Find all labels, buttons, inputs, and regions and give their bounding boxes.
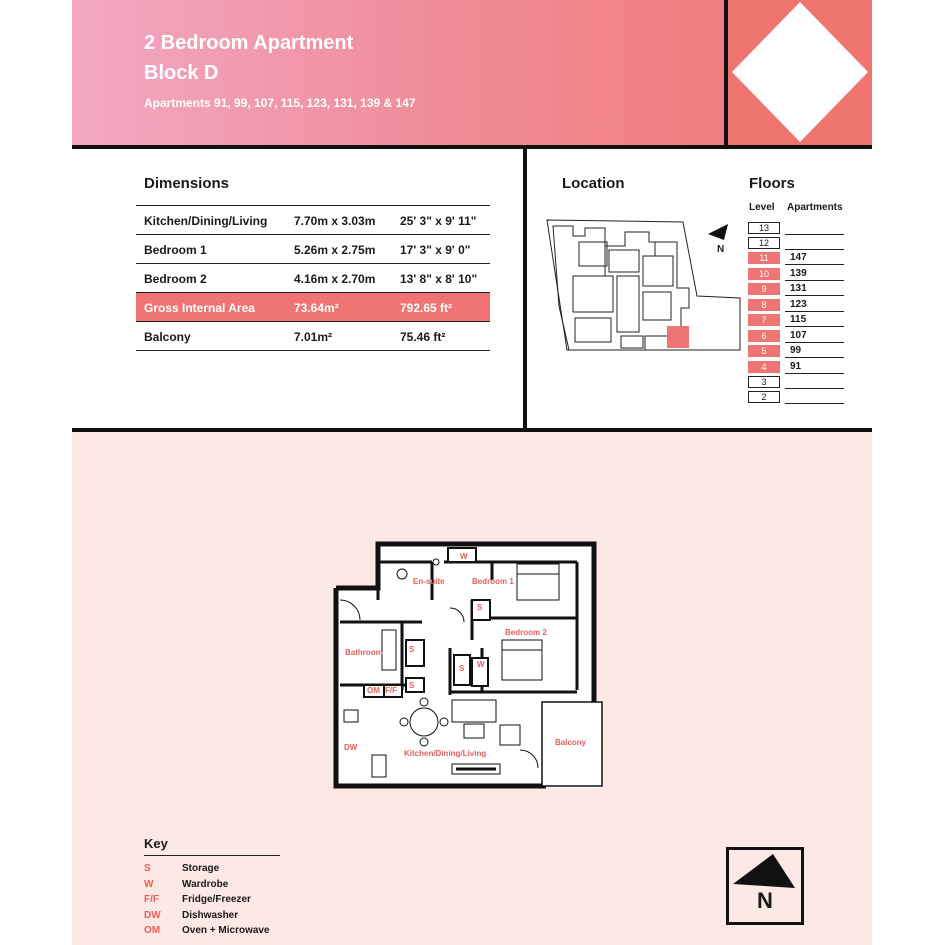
floor-level: 4	[748, 361, 780, 373]
floors-apartments-header: Apartments	[787, 202, 843, 213]
floor-level: 7	[748, 314, 780, 326]
table-row	[136, 264, 490, 293]
dishwasher-marker: DW	[344, 743, 358, 752]
imperial-size: 25' 3" x 9' 11"	[400, 214, 477, 228]
north-arrow-icon	[706, 222, 732, 242]
divider	[144, 855, 280, 856]
floor-row	[748, 236, 844, 251]
key-label: Wardrobe	[182, 879, 229, 890]
key-label: Dishwasher	[182, 910, 239, 921]
floor-level: 13	[748, 222, 780, 234]
floor-level: 12	[748, 237, 780, 249]
floor-level: 10	[748, 268, 780, 280]
wardrobe-marker: W	[477, 660, 485, 669]
floor-apartment: 123	[790, 299, 807, 310]
floor-level: 3	[748, 376, 780, 388]
key-code: DW	[144, 910, 161, 921]
key-code: W	[144, 879, 154, 890]
location-title: Location	[562, 175, 625, 192]
metric-size: 7.01m²	[294, 330, 333, 344]
room-label-kitchen: Kitchen/Dining/Living	[404, 749, 487, 758]
floor-row	[748, 329, 844, 344]
floor-row	[748, 360, 844, 375]
room-name: Bedroom 1	[144, 243, 207, 257]
logo	[728, 0, 872, 146]
key-label: Storage	[182, 863, 220, 874]
imperial-size: 75.46 ft²	[400, 330, 446, 344]
metric-size: 73.64m²	[294, 301, 339, 315]
dimensions-title: Dimensions	[144, 175, 230, 192]
floor-apartment: 139	[790, 268, 807, 279]
metric-size: 7.70m x 3.03m	[294, 214, 376, 228]
storage-marker: S	[409, 681, 415, 690]
room-name: Gross Internal Area	[144, 301, 255, 315]
floor-level: 11	[748, 252, 780, 264]
room-label-balcony: Balcony	[555, 738, 587, 747]
room-label-bedroom2: Bedroom 2	[505, 628, 547, 637]
room-name: Kitchen/Dining/Living	[144, 214, 268, 228]
key-title: Key	[144, 836, 168, 851]
metric-size: 4.16m x 2.70m	[294, 272, 376, 286]
floor-level: 2	[748, 391, 780, 403]
north-arrow-icon	[729, 850, 801, 890]
table-row	[136, 235, 490, 264]
storage-marker: S	[409, 645, 415, 654]
floor-row	[748, 221, 844, 236]
gross-area-row	[136, 293, 490, 322]
oven-microwave-marker: OM	[367, 686, 380, 695]
floor-row	[748, 282, 844, 297]
table-row	[136, 205, 490, 235]
key-code: S	[144, 863, 151, 874]
key-code: OM	[144, 925, 161, 936]
room-label-bedroom1: Bedroom 1	[472, 577, 514, 586]
floor-apartment: 91	[790, 361, 802, 372]
floors-title: Floors	[749, 175, 795, 192]
key-label: Oven + Microwave	[182, 925, 270, 936]
floor-level: 9	[748, 283, 780, 295]
imperial-size: 17' 3" x 9' 0"	[400, 243, 471, 257]
floor-level: 5	[748, 345, 780, 357]
north-label: N	[757, 888, 773, 913]
storage-marker: S	[459, 664, 465, 673]
room-label-bathroom: Bathroom	[345, 648, 383, 657]
block-title: Block D	[144, 62, 219, 84]
floor-row	[748, 390, 844, 405]
diamond-logo-icon	[728, 0, 872, 146]
floor-apartment: 131	[790, 283, 807, 294]
apartments-subtitle: Apartments 91, 99, 107, 115, 123, 131, 139 & 147	[144, 96, 416, 110]
wardrobe-marker: W	[460, 552, 468, 561]
key-code: F/F	[144, 894, 159, 905]
room-label-ensuite: En-suite	[413, 577, 445, 586]
floors-level-header: Level	[749, 202, 775, 213]
floor-row	[748, 267, 844, 282]
floor-row	[748, 375, 844, 390]
floor-row	[748, 298, 844, 313]
table-row	[136, 322, 490, 351]
dimensions-table	[136, 205, 490, 351]
divider	[523, 149, 527, 431]
floor-row	[748, 313, 844, 328]
header-banner	[72, 0, 724, 146]
metric-size: 5.26m x 2.75m	[294, 243, 376, 257]
floor-level: 8	[748, 299, 780, 311]
divider	[72, 145, 872, 149]
key-label: Fridge/Freezer	[182, 894, 251, 905]
floor-apartment: 147	[790, 252, 807, 263]
location-north-label: N	[717, 244, 725, 255]
page-title: 2 Bedroom Apartment	[144, 32, 354, 54]
imperial-size: 13' 8" x 8' 10"	[400, 272, 478, 286]
floor-level: 6	[748, 330, 780, 342]
floor-row	[748, 251, 844, 266]
north-indicator	[726, 847, 804, 925]
imperial-size: 792.65 ft²	[400, 301, 453, 315]
fridge-freezer-marker: F/F	[385, 686, 397, 695]
floor-row	[748, 344, 844, 359]
room-name: Balcony	[144, 330, 191, 344]
floor-apartment: 115	[790, 314, 807, 325]
storage-marker: S	[477, 603, 483, 612]
floor-apartment: 107	[790, 330, 807, 341]
floor-apartment: 99	[790, 345, 802, 356]
room-name: Bedroom 2	[144, 272, 207, 286]
